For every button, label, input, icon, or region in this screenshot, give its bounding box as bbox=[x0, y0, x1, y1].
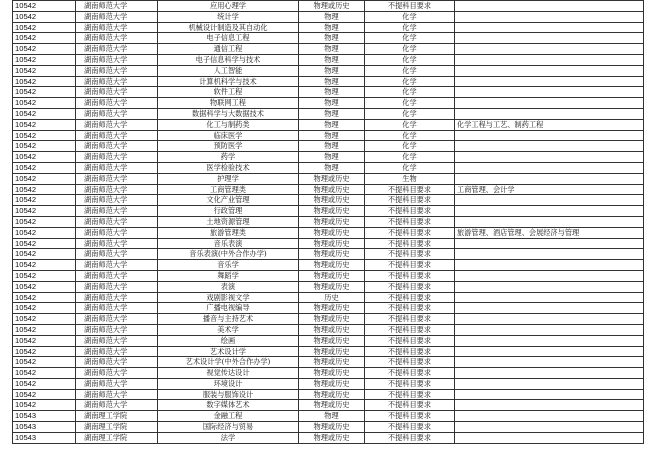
second-subject-cell: 不提科目要求 bbox=[365, 346, 455, 357]
table-row bbox=[13, 195, 644, 206]
second-subject-cell: 不提科目要求 bbox=[365, 184, 455, 195]
table-row bbox=[13, 65, 644, 76]
major-name-cell: 戏剧影视文学 bbox=[158, 292, 299, 303]
major-name-cell: 电子信息工程 bbox=[158, 33, 299, 44]
first-subject-cell: 物理 bbox=[299, 141, 365, 152]
included-majors-cell: 化学工程与工艺、制药工程 bbox=[455, 119, 644, 130]
school-name-cell: 湖南师范大学 bbox=[76, 108, 158, 119]
second-subject-cell: 不提科目要求 bbox=[365, 324, 455, 335]
included-majors-cell: 旅游管理、酒店管理、会展经济与管理 bbox=[455, 227, 644, 238]
major-name-cell: 统计学 bbox=[158, 11, 299, 22]
first-subject-cell: 物理或历史 bbox=[299, 314, 365, 325]
major-name-cell: 音乐表演(中外合作办学) bbox=[158, 249, 299, 260]
major-name-cell: 计算机科学与技术 bbox=[158, 76, 299, 87]
major-name-cell: 广播电视编导 bbox=[158, 303, 299, 314]
second-subject-cell: 不提科目要求 bbox=[365, 378, 455, 389]
table-row bbox=[13, 346, 644, 357]
second-subject-cell: 化学 bbox=[365, 65, 455, 76]
first-subject-cell: 物理 bbox=[299, 11, 365, 22]
school-code-cell: 10542 bbox=[13, 119, 76, 130]
first-subject-cell: 物理 bbox=[299, 76, 365, 87]
school-name-cell: 湖南师范大学 bbox=[76, 389, 158, 400]
first-subject-cell: 物理或历史 bbox=[299, 216, 365, 227]
included-majors-cell bbox=[455, 98, 644, 109]
school-code-cell: 10542 bbox=[13, 260, 76, 271]
included-majors-cell bbox=[455, 108, 644, 119]
school-name-cell: 湖南师范大学 bbox=[76, 368, 158, 379]
school-name-cell: 湖南师范大学 bbox=[76, 162, 158, 173]
table-row bbox=[13, 130, 644, 141]
school-code-cell: 10542 bbox=[13, 346, 76, 357]
first-subject-cell: 物理或历史 bbox=[299, 422, 365, 433]
first-subject-cell: 物理或历史 bbox=[299, 270, 365, 281]
first-subject-cell: 物理 bbox=[299, 33, 365, 44]
school-code-cell: 10542 bbox=[13, 162, 76, 173]
included-majors-cell bbox=[455, 249, 644, 260]
included-majors-cell bbox=[455, 411, 644, 422]
school-code-cell: 10542 bbox=[13, 270, 76, 281]
first-subject-cell: 物理 bbox=[299, 108, 365, 119]
included-majors-cell bbox=[455, 335, 644, 346]
major-name-cell: 文化产业管理 bbox=[158, 195, 299, 206]
school-name-cell: 湖南师范大学 bbox=[76, 195, 158, 206]
included-majors-cell bbox=[455, 173, 644, 184]
second-subject-cell: 不提科目要求 bbox=[365, 411, 455, 422]
school-name-cell: 湖南师范大学 bbox=[76, 130, 158, 141]
second-subject-cell: 化学 bbox=[365, 108, 455, 119]
table-row bbox=[13, 87, 644, 98]
table-row bbox=[13, 281, 644, 292]
included-majors-cell bbox=[455, 141, 644, 152]
school-code-cell: 10542 bbox=[13, 1, 76, 12]
major-name-cell: 绘画 bbox=[158, 335, 299, 346]
second-subject-cell: 化学 bbox=[365, 11, 455, 22]
first-subject-cell: 物理或历史 bbox=[299, 400, 365, 411]
table-row bbox=[13, 314, 644, 325]
table-row bbox=[13, 22, 644, 33]
second-subject-cell: 化学 bbox=[365, 119, 455, 130]
first-subject-cell: 物理或历史 bbox=[299, 432, 365, 443]
included-majors-cell bbox=[455, 33, 644, 44]
table-row bbox=[13, 33, 644, 44]
included-majors-cell bbox=[455, 281, 644, 292]
major-name-cell: 数据科学与大数据技术 bbox=[158, 108, 299, 119]
included-majors-cell bbox=[455, 22, 644, 33]
first-subject-cell: 物理 bbox=[299, 411, 365, 422]
school-code-cell: 10542 bbox=[13, 108, 76, 119]
major-name-cell: 药学 bbox=[158, 152, 299, 163]
school-code-cell: 10542 bbox=[13, 44, 76, 55]
first-subject-cell: 物理 bbox=[299, 22, 365, 33]
major-name-cell: 音乐表演 bbox=[158, 238, 299, 249]
first-subject-cell: 物理或历史 bbox=[299, 324, 365, 335]
second-subject-cell: 不提科目要求 bbox=[365, 357, 455, 368]
school-code-cell: 10542 bbox=[13, 216, 76, 227]
major-name-cell: 表演 bbox=[158, 281, 299, 292]
school-code-cell: 10543 bbox=[13, 411, 76, 422]
first-subject-cell: 物理或历史 bbox=[299, 281, 365, 292]
included-majors-cell bbox=[455, 11, 644, 22]
major-name-cell: 美术学 bbox=[158, 324, 299, 335]
second-subject-cell: 化学 bbox=[365, 141, 455, 152]
table-row bbox=[13, 335, 644, 346]
table-row bbox=[13, 206, 644, 217]
included-majors-cell bbox=[455, 303, 644, 314]
first-subject-cell: 物理 bbox=[299, 65, 365, 76]
second-subject-cell: 不提科目要求 bbox=[365, 1, 455, 12]
school-code-cell: 10542 bbox=[13, 184, 76, 195]
included-majors-cell bbox=[455, 270, 644, 281]
school-name-cell: 湖南师范大学 bbox=[76, 227, 158, 238]
table-row bbox=[13, 44, 644, 55]
school-name-cell: 湖南师范大学 bbox=[76, 314, 158, 325]
first-subject-cell: 物理或历史 bbox=[299, 238, 365, 249]
major-name-cell: 护理学 bbox=[158, 173, 299, 184]
second-subject-cell: 不提科目要求 bbox=[365, 227, 455, 238]
table-row bbox=[13, 76, 644, 87]
first-subject-cell: 物理 bbox=[299, 130, 365, 141]
included-majors-cell bbox=[455, 206, 644, 217]
table-row bbox=[13, 270, 644, 281]
included-majors-cell bbox=[455, 432, 644, 443]
included-majors-cell bbox=[455, 389, 644, 400]
major-name-cell: 视觉传达设计 bbox=[158, 368, 299, 379]
school-code-cell: 10542 bbox=[13, 249, 76, 260]
major-name-cell: 医学检验技术 bbox=[158, 162, 299, 173]
first-subject-cell: 物理或历史 bbox=[299, 184, 365, 195]
first-subject-cell: 历史 bbox=[299, 292, 365, 303]
school-name-cell: 湖南师范大学 bbox=[76, 11, 158, 22]
table-row bbox=[13, 54, 644, 65]
first-subject-cell: 物理或历史 bbox=[299, 249, 365, 260]
school-code-cell: 10542 bbox=[13, 11, 76, 22]
first-subject-cell: 物理或历史 bbox=[299, 303, 365, 314]
school-code-cell: 10542 bbox=[13, 130, 76, 141]
table-row bbox=[13, 389, 644, 400]
second-subject-cell: 不提科目要求 bbox=[365, 335, 455, 346]
second-subject-cell: 不提科目要求 bbox=[365, 216, 455, 227]
major-name-cell: 环境设计 bbox=[158, 378, 299, 389]
school-name-cell: 湖南师范大学 bbox=[76, 357, 158, 368]
table-row bbox=[13, 162, 644, 173]
table-row bbox=[13, 260, 644, 271]
school-code-cell: 10543 bbox=[13, 422, 76, 433]
major-name-cell: 旅游管理类 bbox=[158, 227, 299, 238]
major-name-cell: 金融工程 bbox=[158, 411, 299, 422]
school-code-cell: 10542 bbox=[13, 400, 76, 411]
second-subject-cell: 不提科目要求 bbox=[365, 368, 455, 379]
table-row bbox=[13, 249, 644, 260]
table-row bbox=[13, 1, 644, 12]
school-name-cell: 湖南师范大学 bbox=[76, 44, 158, 55]
school-code-cell: 10542 bbox=[13, 314, 76, 325]
major-name-cell: 艺术设计学(中外合作办学) bbox=[158, 357, 299, 368]
school-code-cell: 10542 bbox=[13, 238, 76, 249]
school-name-cell: 湖南师范大学 bbox=[76, 270, 158, 281]
school-name-cell: 湖南师范大学 bbox=[76, 1, 158, 12]
major-name-cell: 工商管理类 bbox=[158, 184, 299, 195]
school-name-cell: 湖南师范大学 bbox=[76, 216, 158, 227]
second-subject-cell: 化学 bbox=[365, 76, 455, 87]
second-subject-cell: 不提科目要求 bbox=[365, 303, 455, 314]
second-subject-cell: 不提科目要求 bbox=[365, 281, 455, 292]
school-name-cell: 湖南师范大学 bbox=[76, 119, 158, 130]
table-row bbox=[13, 108, 644, 119]
school-code-cell: 10542 bbox=[13, 195, 76, 206]
second-subject-cell: 不提科目要求 bbox=[365, 260, 455, 271]
first-subject-cell: 物理或历史 bbox=[299, 206, 365, 217]
table-row bbox=[13, 119, 644, 130]
first-subject-cell: 物理或历史 bbox=[299, 195, 365, 206]
second-subject-cell: 化学 bbox=[365, 152, 455, 163]
table-row bbox=[13, 303, 644, 314]
school-code-cell: 10542 bbox=[13, 227, 76, 238]
included-majors-cell bbox=[455, 44, 644, 55]
school-name-cell: 湖南师范大学 bbox=[76, 281, 158, 292]
included-majors-cell bbox=[455, 324, 644, 335]
major-name-cell: 物联网工程 bbox=[158, 98, 299, 109]
school-code-cell: 10542 bbox=[13, 22, 76, 33]
second-subject-cell: 不提科目要求 bbox=[365, 314, 455, 325]
school-name-cell: 湖南师范大学 bbox=[76, 173, 158, 184]
school-code-cell: 10542 bbox=[13, 33, 76, 44]
school-code-cell: 10542 bbox=[13, 368, 76, 379]
school-name-cell: 湖南师范大学 bbox=[76, 335, 158, 346]
school-code-cell: 10542 bbox=[13, 173, 76, 184]
school-code-cell: 10543 bbox=[13, 432, 76, 443]
table-row bbox=[13, 422, 644, 433]
first-subject-cell: 物理或历史 bbox=[299, 389, 365, 400]
school-name-cell: 湖南师范大学 bbox=[76, 206, 158, 217]
major-name-cell: 国际经济与贸易 bbox=[158, 422, 299, 433]
major-name-cell: 通信工程 bbox=[158, 44, 299, 55]
school-name-cell: 湖南师范大学 bbox=[76, 184, 158, 195]
second-subject-cell: 不提科目要求 bbox=[365, 206, 455, 217]
school-name-cell: 湖南师范大学 bbox=[76, 33, 158, 44]
included-majors-cell bbox=[455, 65, 644, 76]
school-name-cell: 湖南理工学院 bbox=[76, 432, 158, 443]
table-row bbox=[13, 238, 644, 249]
school-name-cell: 湖南师范大学 bbox=[76, 152, 158, 163]
table-row bbox=[13, 98, 644, 109]
school-code-cell: 10542 bbox=[13, 281, 76, 292]
second-subject-cell: 化学 bbox=[365, 22, 455, 33]
school-name-cell: 湖南师范大学 bbox=[76, 346, 158, 357]
school-name-cell: 湖南师范大学 bbox=[76, 65, 158, 76]
included-majors-cell bbox=[455, 357, 644, 368]
major-name-cell: 人工智能 bbox=[158, 65, 299, 76]
school-name-cell: 湖南师范大学 bbox=[76, 76, 158, 87]
included-majors-cell bbox=[455, 346, 644, 357]
included-majors-cell bbox=[455, 152, 644, 163]
included-majors-cell bbox=[455, 378, 644, 389]
table-row bbox=[13, 216, 644, 227]
major-name-cell: 机械设计制造及其自动化 bbox=[158, 22, 299, 33]
school-code-cell: 10542 bbox=[13, 87, 76, 98]
school-code-cell: 10542 bbox=[13, 303, 76, 314]
school-code-cell: 10542 bbox=[13, 324, 76, 335]
included-majors-cell bbox=[455, 422, 644, 433]
table-row bbox=[13, 184, 644, 195]
first-subject-cell: 物理 bbox=[299, 87, 365, 98]
school-code-cell: 10542 bbox=[13, 141, 76, 152]
included-majors-cell bbox=[455, 162, 644, 173]
second-subject-cell: 化学 bbox=[365, 44, 455, 55]
first-subject-cell: 物理或历史 bbox=[299, 368, 365, 379]
included-majors-cell bbox=[455, 130, 644, 141]
included-majors-cell bbox=[455, 292, 644, 303]
second-subject-cell: 化学 bbox=[365, 33, 455, 44]
second-subject-cell: 不提科目要求 bbox=[365, 432, 455, 443]
included-majors-cell bbox=[455, 368, 644, 379]
included-majors-cell bbox=[455, 195, 644, 206]
second-subject-cell: 化学 bbox=[365, 98, 455, 109]
first-subject-cell: 物理或历史 bbox=[299, 227, 365, 238]
table-row bbox=[13, 11, 644, 22]
table-body bbox=[13, 1, 644, 444]
first-subject-cell: 物理 bbox=[299, 152, 365, 163]
included-majors-cell bbox=[455, 76, 644, 87]
school-name-cell: 湖南师范大学 bbox=[76, 98, 158, 109]
table-row bbox=[13, 357, 644, 368]
school-name-cell: 湖南师范大学 bbox=[76, 249, 158, 260]
second-subject-cell: 不提科目要求 bbox=[365, 400, 455, 411]
school-code-cell: 10542 bbox=[13, 389, 76, 400]
major-name-cell: 预防医学 bbox=[158, 141, 299, 152]
school-name-cell: 湖南师范大学 bbox=[76, 292, 158, 303]
included-majors-cell bbox=[455, 54, 644, 65]
school-name-cell: 湖南师范大学 bbox=[76, 22, 158, 33]
first-subject-cell: 物理 bbox=[299, 44, 365, 55]
major-name-cell: 法学 bbox=[158, 432, 299, 443]
major-name-cell: 土地资源管理 bbox=[158, 216, 299, 227]
school-name-cell: 湖南师范大学 bbox=[76, 400, 158, 411]
second-subject-cell: 不提科目要求 bbox=[365, 238, 455, 249]
second-subject-cell: 化学 bbox=[365, 87, 455, 98]
major-name-cell: 行政管理 bbox=[158, 206, 299, 217]
table-row bbox=[13, 173, 644, 184]
second-subject-cell: 生物 bbox=[365, 173, 455, 184]
first-subject-cell: 物理或历史 bbox=[299, 335, 365, 346]
included-majors-cell bbox=[455, 400, 644, 411]
second-subject-cell: 化学 bbox=[365, 162, 455, 173]
first-subject-cell: 物理或历史 bbox=[299, 1, 365, 12]
major-name-cell: 播音与主持艺术 bbox=[158, 314, 299, 325]
second-subject-cell: 不提科目要求 bbox=[365, 249, 455, 260]
second-subject-cell: 化学 bbox=[365, 54, 455, 65]
first-subject-cell: 物理或历史 bbox=[299, 378, 365, 389]
second-subject-cell: 不提科目要求 bbox=[365, 422, 455, 433]
table-row bbox=[13, 141, 644, 152]
school-code-cell: 10542 bbox=[13, 76, 76, 87]
second-subject-cell: 化学 bbox=[365, 130, 455, 141]
school-code-cell: 10542 bbox=[13, 65, 76, 76]
major-name-cell: 电子信息科学与技术 bbox=[158, 54, 299, 65]
school-name-cell: 湖南师范大学 bbox=[76, 87, 158, 98]
school-name-cell: 湖南理工学院 bbox=[76, 411, 158, 422]
table-row bbox=[13, 378, 644, 389]
included-majors-cell bbox=[455, 238, 644, 249]
major-name-cell: 化工与制药类 bbox=[158, 119, 299, 130]
school-code-cell: 10542 bbox=[13, 54, 76, 65]
school-name-cell: 湖南师范大学 bbox=[76, 141, 158, 152]
first-subject-cell: 物理 bbox=[299, 162, 365, 173]
included-majors-cell bbox=[455, 260, 644, 271]
table-row bbox=[13, 152, 644, 163]
second-subject-cell: 不提科目要求 bbox=[365, 389, 455, 400]
school-code-cell: 10542 bbox=[13, 98, 76, 109]
table-row bbox=[13, 324, 644, 335]
school-name-cell: 湖南师范大学 bbox=[76, 238, 158, 249]
subject-requirements-table bbox=[12, 0, 644, 444]
major-name-cell: 应用心理学 bbox=[158, 1, 299, 12]
first-subject-cell: 物理或历史 bbox=[299, 260, 365, 271]
second-subject-cell: 不提科目要求 bbox=[365, 292, 455, 303]
major-name-cell: 临床医学 bbox=[158, 130, 299, 141]
included-majors-cell bbox=[455, 216, 644, 227]
first-subject-cell: 物理或历史 bbox=[299, 346, 365, 357]
included-majors-cell bbox=[455, 314, 644, 325]
school-name-cell: 湖南师范大学 bbox=[76, 260, 158, 271]
table-row bbox=[13, 432, 644, 443]
first-subject-cell: 物理 bbox=[299, 119, 365, 130]
included-majors-cell bbox=[455, 1, 644, 12]
major-name-cell: 音乐学 bbox=[158, 260, 299, 271]
school-name-cell: 湖南理工学院 bbox=[76, 422, 158, 433]
major-name-cell: 艺术设计学 bbox=[158, 346, 299, 357]
table-row bbox=[13, 292, 644, 303]
school-code-cell: 10542 bbox=[13, 357, 76, 368]
major-name-cell: 软件工程 bbox=[158, 87, 299, 98]
included-majors-cell: 工商管理、会计学 bbox=[455, 184, 644, 195]
school-name-cell: 湖南师范大学 bbox=[76, 54, 158, 65]
school-name-cell: 湖南师范大学 bbox=[76, 324, 158, 335]
table-row bbox=[13, 227, 644, 238]
first-subject-cell: 物理 bbox=[299, 54, 365, 65]
first-subject-cell: 物理或历史 bbox=[299, 173, 365, 184]
first-subject-cell: 物理或历史 bbox=[299, 357, 365, 368]
table-row bbox=[13, 400, 644, 411]
major-name-cell: 数字媒体艺术 bbox=[158, 400, 299, 411]
major-name-cell: 舞蹈学 bbox=[158, 270, 299, 281]
second-subject-cell: 不提科目要求 bbox=[365, 270, 455, 281]
included-majors-cell bbox=[455, 87, 644, 98]
school-name-cell: 湖南师范大学 bbox=[76, 378, 158, 389]
table-row bbox=[13, 411, 644, 422]
first-subject-cell: 物理 bbox=[299, 98, 365, 109]
school-code-cell: 10542 bbox=[13, 152, 76, 163]
school-code-cell: 10542 bbox=[13, 292, 76, 303]
table-row bbox=[13, 368, 644, 379]
school-code-cell: 10542 bbox=[13, 378, 76, 389]
school-code-cell: 10542 bbox=[13, 335, 76, 346]
school-code-cell: 10542 bbox=[13, 206, 76, 217]
school-name-cell: 湖南师范大学 bbox=[76, 303, 158, 314]
major-name-cell: 服装与服饰设计 bbox=[158, 389, 299, 400]
second-subject-cell: 不提科目要求 bbox=[365, 195, 455, 206]
